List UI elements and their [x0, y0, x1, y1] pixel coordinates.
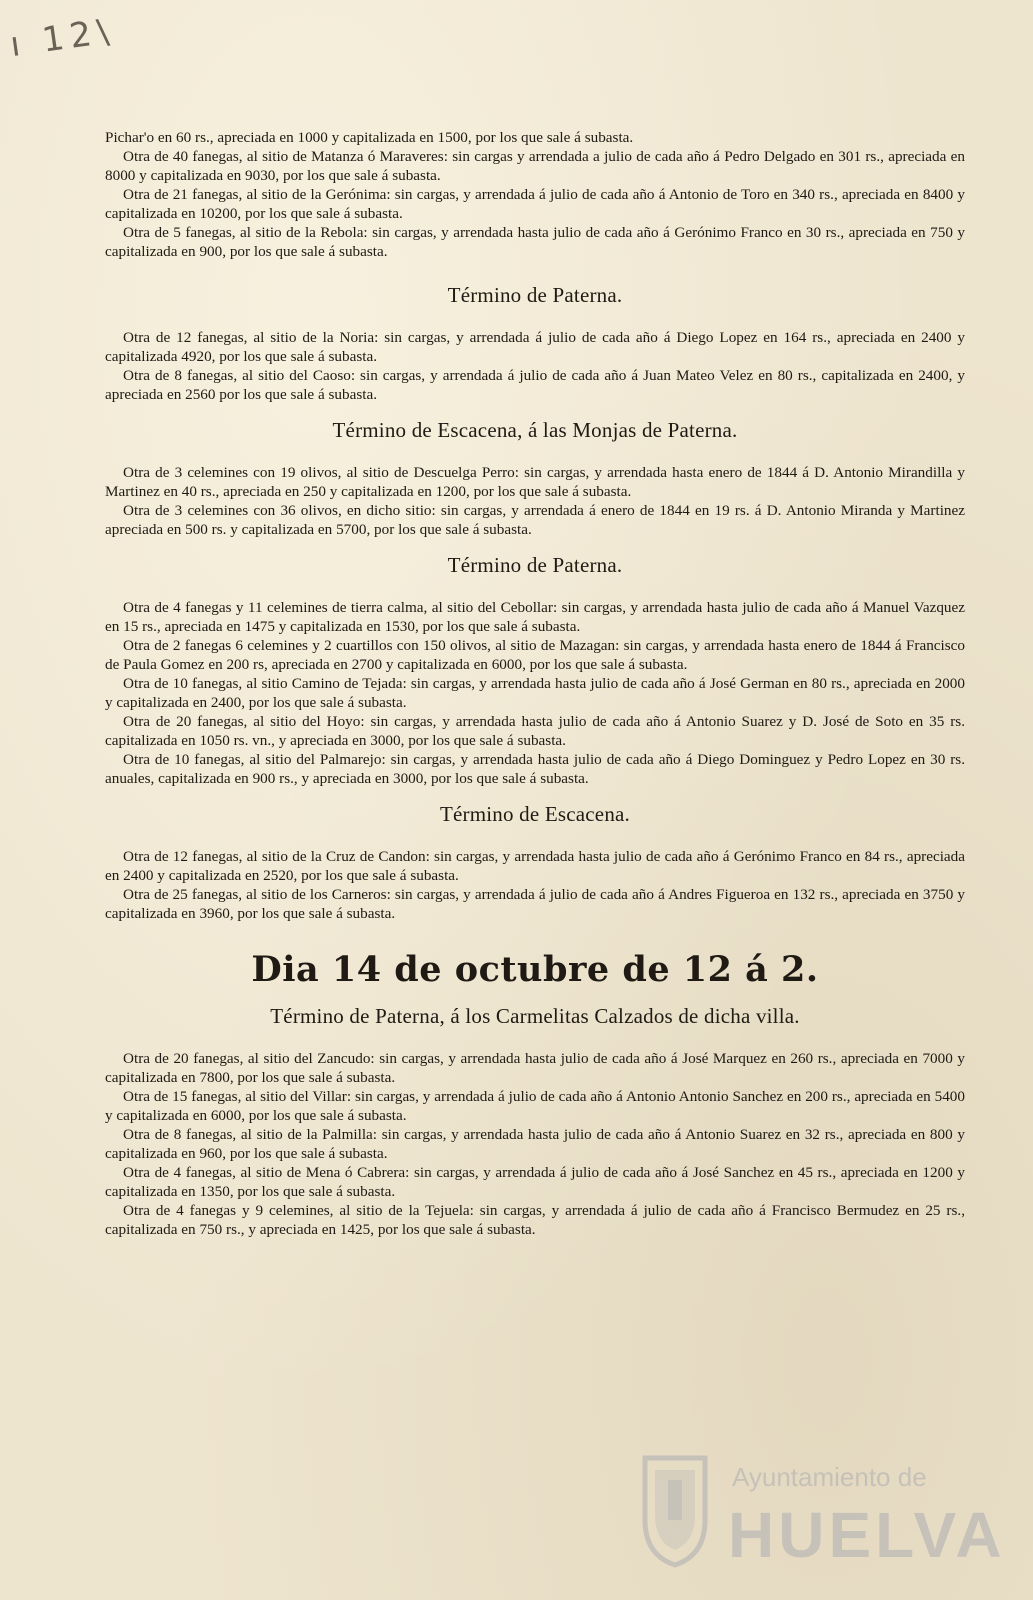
watermark-line1: Ayuntamiento de — [732, 1462, 927, 1492]
section-heading: Término de Paterna, á los Carmelitas Calzados de dicha villa. — [270, 1004, 800, 1028]
paragraph: Otra de 21 fanegas, al sitio de la Gerónima: sin cargas, y arrendada á julio de cada año á Antonio de Toro en 340 rs., apreciada en 8400 y capitalizada en 10200, por los que sale á subasta. — [105, 186, 965, 222]
paragraph: Otra de 20 fanegas, al sitio del Zancudo: sin cargas, y arrendada hasta julio de cada año á José Marquez en 260 rs., apreciada en 7000 y capitalizada en 7800, por los que sale á subasta. — [105, 1050, 965, 1086]
watermark — [640, 1440, 1006, 1590]
paragraph: Pichar'o en 60 rs., apreciada en 1000 y capitalizada en 1500, por los que sale á subasta. — [105, 129, 634, 146]
paragraph: Otra de 12 fanegas, al sitio de la Cruz de Candon: sin cargas, y arrendada hasta julio de cada año á Gerónimo Franco en 84 rs., apreciada en 2400 y capitalizada en 2520, por los que sale á subasta. — [105, 848, 965, 884]
section-carmelitas — [105, 1004, 965, 1239]
paragraph: Otra de 5 fanegas, al sitio de la Rebola: sin cargas, y arrendada hasta julio de cada año á Gerónimo Franco en 30 rs., apreciada en 750 y capitalizada en 900, por los que sale á subasta. — [105, 224, 965, 260]
section-heading: Término de Escacena. — [440, 802, 630, 826]
paragraph: Otra de 10 fanegas, al sitio del Palmarejo: sin cargas, y arrendada hasta julio de cada año á Diego Dominguez y Pedro Lopez en 30 rs. anuales, capitalizada en 900 rs., y apreciada en 3000, por los que sale á subasta. — [105, 751, 965, 787]
day-heading: Dia 14 de octubre de 12 á 2. — [251, 949, 819, 990]
watermark-line2: HUELVA — [728, 1499, 1006, 1571]
section-escacena-monjas — [105, 418, 965, 539]
paragraph: Otra de 8 fanegas, al sitio de la Palmilla: sin cargas, y arrendada hasta julio de cada año á Antonio Suarez en 32 rs., apreciada en 800 y capitalizada en 960, por los que sale á subasta. — [105, 1126, 965, 1162]
handwritten-marks: ı 12\ — [7, 10, 118, 66]
paragraph: Otra de 2 fanegas 6 celemines y 2 cuartillos con 150 olivos, al sitio de Mazagan: sin cargas, y arrendada hasta enero de 1844 á Francisco de Paula Gomez en 200 rs, apreciada en 2700 y capitalizada en 6000, por los que sale á subasta. — [105, 637, 965, 673]
paragraph: Otra de 15 fanegas, al sitio del Villar: sin cargas, y arrendada á julio de cada año á Antonio Antonio Sanchez en 200 rs., apreciada en 5400 y capitalizada en 6000, por los que sale á subasta. — [105, 1088, 965, 1124]
paragraph: Otra de 3 celemines con 19 olivos, al sitio de Descuelga Perro: sin cargas, y arrendada hasta enero de 1844 á D. Antonio Mirandilla y Martinez en 40 rs., apreciada en 250 y capitalizada en 1200, por los que sale á subasta. — [105, 464, 965, 500]
paragraph: Otra de 20 fanegas, al sitio del Hoyo: sin cargas, y arrendada hasta julio de cada año á Antonio Suarez y D. José de Soto en 35 rs. capitalizada en 1050 rs. vn., y apreciada en 3000, por los que sale á subasta. — [105, 713, 965, 749]
section-paterna-2 — [105, 553, 965, 788]
document-body — [105, 128, 965, 1239]
section-heading: Término de Escacena, á las Monjas de Paterna. — [332, 418, 738, 442]
paragraph: Otra de 25 fanegas, al sitio de los Carneros: sin cargas, y arrendada á julio de cada año á Andres Figueroa en 132 rs., apreciada en 3750 y capitalizada en 3960, por los que sale á subasta. — [105, 886, 965, 922]
paragraph: Otra de 4 fanegas, al sitio de Mena ó Cabrera: sin cargas, y arrendada á julio de cada año á José Sanchez en 45 rs., apreciada en 1200 y capitalizada en 1350, por los que sale á subasta. — [105, 1164, 965, 1200]
section-paterna-1 — [105, 283, 965, 404]
section-heading: Término de Paterna. — [447, 283, 623, 307]
paragraph: Otra de 4 fanegas y 11 celemines de tierra calma, al sitio del Cebollar: sin cargas, y arrendada hasta julio de cada año á Manuel Vazquez en 15 rs., apreciada en 1475 y capitalizada en 1530, por los que sale á subasta. — [105, 599, 965, 635]
paragraph: Otra de 3 celemines con 36 olivos, en dicho sitio: sin cargas, y arrendada á enero de 1844 en 19 rs. á D. Antonio Miranda y Martinez apreciada en 500 rs. y capitalizada en 5700, por los que sale á subasta. — [105, 502, 965, 538]
paragraph: Otra de 40 fanegas, al sitio de Matanza ó Maraveres: sin cargas y arrendada a julio de cada año á Pedro Delgado en 301 rs., apreciada en 8000 y capitalizada en 9030, por los que sale á subasta. — [105, 148, 965, 184]
section-escacena — [105, 802, 965, 923]
paragraph: Otra de 10 fanegas, al sitio Camino de Tejada: sin cargas, y arrendada hasta julio de cada año á José German en 80 rs., apreciada en 2000 y capitalizada en 2400, por los que sale á subasta. — [105, 675, 965, 711]
shield-icon — [640, 1450, 710, 1570]
paragraph: Otra de 8 fanegas, al sitio del Caoso: sin cargas, y arrendada á julio de cada año á Juan Mateo Velez en 80 rs., capitalizada en 2400, y apreciada en 2560 por los que sale á subasta. — [105, 367, 965, 403]
paragraph: Otra de 4 fanegas y 9 celemines, al sitio de la Tejuela: sin cargas, y arrendada á julio de cada año á Francisco Bermudez en 25 rs., capitalizada en 750 rs., y apreciada en 1425, por los que sale á subasta. — [105, 1202, 965, 1238]
section-intro — [105, 128, 965, 261]
paragraph: Otra de 12 fanegas, al sitio de la Noria: sin cargas, y arrendada á julio de cada año á Diego Lopez en 164 rs., apreciada en 2400 y capitalizada 4920, por los que sale á subasta. — [105, 329, 965, 365]
section-heading: Término de Paterna. — [447, 553, 623, 577]
